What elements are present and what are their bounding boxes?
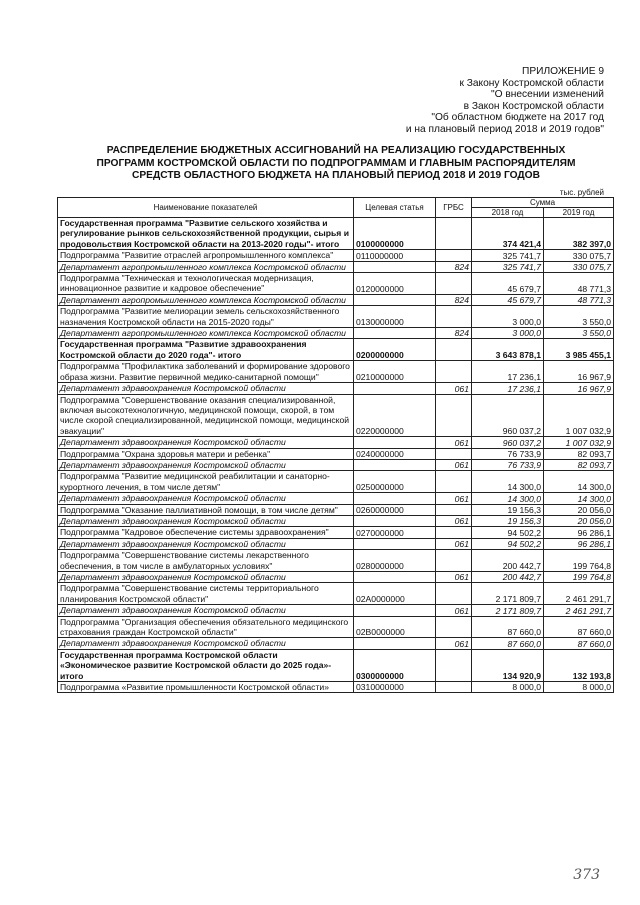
row-grbs: [436, 649, 472, 681]
row-grbs: [436, 504, 472, 515]
row-2018: 200 442,7: [472, 572, 544, 583]
row-grbs: 824: [436, 328, 472, 339]
row-2018: 960 037,2: [472, 394, 544, 437]
row-grbs: 824: [436, 261, 472, 272]
row-code: [354, 294, 436, 305]
document-title: [56, 145, 616, 183]
row-grbs: [436, 583, 472, 605]
row-2018: 374 421,4: [472, 218, 544, 250]
row-2018: 200 442,7: [472, 550, 544, 572]
row-grbs: [436, 306, 472, 328]
header-sum: Сумма: [472, 198, 614, 208]
table-row-program: [58, 649, 614, 681]
row-grbs: [436, 527, 472, 538]
row-name: Департамент агропромышленного комплекса Костромской области: [58, 294, 354, 305]
table-row-program: [58, 339, 614, 361]
row-2019: 20 056,0: [544, 515, 614, 526]
row-grbs: 061: [436, 515, 472, 526]
row-grbs: [436, 682, 472, 693]
row-2018: 2 171 809,7: [472, 605, 544, 616]
row-code: 0100000000: [354, 218, 436, 250]
row-2018: 17 236,1: [472, 383, 544, 394]
row-2019: 87 660,0: [544, 616, 614, 638]
row-code: 0210000000: [354, 361, 436, 383]
row-name: Департамент агропромышленного комплекса Костромской области: [58, 261, 354, 272]
row-name: Департамент здравоохранения Костромской области: [58, 437, 354, 448]
row-name: Подпрограмма "Развитие мелиорации земель сельскохозяйственного назначения Костромской области на 2015-2020 годы": [58, 306, 354, 328]
row-name: Подпрограмма "Профилактика заболеваний и формирование здорового образа жизни. Развитие первичной медико-санитарной помощи": [58, 361, 354, 383]
header-2019: 2019 год: [544, 208, 614, 218]
row-2019: 14 300,0: [544, 493, 614, 504]
row-name: Подпрограмма "Совершенствование оказания специализированной, включая высокотехнологичную, медицинской помощи, скорой, в том числе скорой специализированной, медицинской помощи, медицинской эвакуации": [58, 394, 354, 437]
row-code: 02В0000000: [354, 616, 436, 638]
row-code: 0270000000: [354, 527, 436, 538]
row-grbs: 061: [436, 437, 472, 448]
row-2019: 1 007 032,9: [544, 437, 614, 448]
row-code: 0250000000: [354, 471, 436, 493]
row-name: Подпрограмма "Развитие медицинской реабилитации и санаторно-курортного лечения, в том числе детям": [58, 471, 354, 493]
row-name: Государственная программа "Развитие сельского хозяйства и регулирование рынков сельскохозяйственной продукции, сырья и продовольствия Костромской области на 2013-2020 годы"- итого: [58, 218, 354, 250]
row-code: 02А0000000: [354, 583, 436, 605]
row-name: Подпрограмма «Развитие промышленности Костромской области»: [58, 682, 354, 693]
table-row-dept: [58, 538, 614, 549]
row-name: Департамент здравоохранения Костромской области: [58, 493, 354, 504]
table-row-sub: [58, 471, 614, 493]
appendix-block: [406, 66, 604, 136]
row-2018: 17 236,1: [472, 361, 544, 383]
row-grbs: [436, 273, 472, 295]
row-code: [354, 261, 436, 272]
table-row-dept: [58, 572, 614, 583]
appendix-line: ПРИЛОЖЕНИЕ 9: [522, 66, 604, 77]
row-2018: 8 000,0: [472, 682, 544, 693]
row-name: Государственная программа "Развитие здравоохранения Костромской области до 2020 года"- итого: [58, 339, 354, 361]
row-name: Подпрограмма "Организация обеспечения обязательного медицинского страхования граждан Костромской области": [58, 616, 354, 638]
row-code: 0110000000: [354, 250, 436, 261]
row-2018: 45 679,7: [472, 273, 544, 295]
table-row-sub: [58, 616, 614, 638]
row-2018: 94 502,2: [472, 538, 544, 549]
row-name: Департамент здравоохранения Костромской области: [58, 383, 354, 394]
row-2018: 14 300,0: [472, 471, 544, 493]
row-code: [354, 328, 436, 339]
row-name: Департамент здравоохранения Костромской области: [58, 515, 354, 526]
row-grbs: 061: [436, 605, 472, 616]
row-code: 0200000000: [354, 339, 436, 361]
row-code: [354, 437, 436, 448]
header-2018: 2018 год: [472, 208, 544, 218]
table-row-sub: [58, 250, 614, 261]
row-grbs: [436, 250, 472, 261]
header-code: Целевая статья: [354, 198, 436, 218]
row-code: 0220000000: [354, 394, 436, 437]
table-row-sub: [58, 273, 614, 295]
row-2019: 1 007 032,9: [544, 394, 614, 437]
row-grbs: [436, 471, 472, 493]
row-2019: 330 075,7: [544, 250, 614, 261]
table-row-sub: [58, 394, 614, 437]
row-2018: 3 643 878,1: [472, 339, 544, 361]
row-code: [354, 459, 436, 470]
row-2019: 3 550,0: [544, 328, 614, 339]
row-grbs: 061: [436, 459, 472, 470]
row-2019: 20 056,0: [544, 504, 614, 515]
table-row-dept: [58, 437, 614, 448]
row-code: [354, 638, 436, 649]
row-grbs: [436, 448, 472, 459]
row-2019: 96 286,1: [544, 538, 614, 549]
row-code: [354, 572, 436, 583]
row-2018: 94 502,2: [472, 527, 544, 538]
table-row-sub: [58, 682, 614, 693]
row-2018: 325 741,7: [472, 261, 544, 272]
row-name: Департамент здравоохранения Костромской области: [58, 538, 354, 549]
appendix-line: "О внесении изменений: [490, 89, 604, 101]
row-grbs: [436, 339, 472, 361]
row-2018: 2 171 809,7: [472, 583, 544, 605]
row-name: Подпрограмма "Кадровое обеспечение системы здравоохранения": [58, 527, 354, 538]
row-name: Департамент агропромышленного комплекса Костромской области: [58, 328, 354, 339]
row-code: [354, 605, 436, 616]
row-2019: 14 300,0: [544, 471, 614, 493]
table-row-program: [58, 218, 614, 250]
row-2019: 16 967,9: [544, 383, 614, 394]
row-code: 0280000000: [354, 550, 436, 572]
row-2019: 82 093,7: [544, 459, 614, 470]
title-line: ПРОГРАММ КОСТРОМСКОЙ ОБЛАСТИ ПО ПОДПРОГРАММАМ И ГЛАВНЫМ РАСПОРЯДИТЕЛЯМ: [96, 157, 576, 169]
table-row-dept: [58, 294, 614, 305]
title-line: СРЕДСТВ ОБЛАСТНОГО БЮДЖЕТА НА ПЛАНОВЫЙ ПЕРИОД 2018 И 2019 ГОДОВ: [132, 170, 540, 182]
table-header: [58, 198, 614, 218]
row-code: [354, 383, 436, 394]
row-2019: 3 550,0: [544, 306, 614, 328]
row-2019: 16 967,9: [544, 361, 614, 383]
header-name: Наименование показателей: [58, 198, 354, 218]
row-grbs: 061: [436, 572, 472, 583]
row-2019: 8 000,0: [544, 682, 614, 693]
row-2019: 2 461 291,7: [544, 583, 614, 605]
table-row-sub: [58, 361, 614, 383]
row-2019: 330 075,7: [544, 261, 614, 272]
row-grbs: 061: [436, 638, 472, 649]
row-2019: 82 093,7: [544, 448, 614, 459]
row-name: Подпрограмма "Оказание паллиативной помощи, в том числе детям": [58, 504, 354, 515]
row-grbs: 824: [436, 294, 472, 305]
row-2018: 76 733,9: [472, 459, 544, 470]
row-2019: 199 764,8: [544, 550, 614, 572]
row-2019: 132 193,8: [544, 649, 614, 681]
row-2019: 96 286,1: [544, 527, 614, 538]
row-2018: 325 741,7: [472, 250, 544, 261]
row-2018: 19 156,3: [472, 515, 544, 526]
table-row-sub: [58, 448, 614, 459]
table-row-dept: [58, 261, 614, 272]
row-code: [354, 515, 436, 526]
title-line: РАСПРЕДЕЛЕНИЕ БЮДЖЕТНЫХ АССИГНОВАНИЙ НА РЕАЛИЗАЦИЮ ГОСУДАРСТВЕННЫХ: [106, 145, 566, 156]
header-grbs: ГРБС: [436, 198, 472, 218]
row-2018: 3 000,0: [472, 328, 544, 339]
row-2018: 45 679,7: [472, 294, 544, 305]
row-2019: 48 771,3: [544, 273, 614, 295]
row-name: Подпрограмма "Охрана здоровья матери и ребенка": [58, 448, 354, 459]
row-name: Департамент здравоохранения Костромской области: [58, 459, 354, 470]
units-label: тыс. рублей: [559, 188, 604, 197]
row-code: [354, 493, 436, 504]
row-2019: 3 985 455,1: [544, 339, 614, 361]
row-code: 0120000000: [354, 273, 436, 295]
table-row-dept: [58, 493, 614, 504]
table-row-dept: [58, 638, 614, 649]
row-2019: 199 764,8: [544, 572, 614, 583]
table-row-dept: [58, 515, 614, 526]
row-code: [354, 538, 436, 549]
table-row-sub: [58, 550, 614, 572]
appendix-line: и на плановый период 2018 и 2019 годов": [405, 123, 604, 135]
table-body: [58, 218, 614, 693]
row-2018: 76 733,9: [472, 448, 544, 459]
row-2018: 134 920,9: [472, 649, 544, 681]
row-grbs: [436, 394, 472, 437]
table-row-sub: [58, 504, 614, 515]
row-code: 0240000000: [354, 448, 436, 459]
row-grbs: 061: [436, 383, 472, 394]
row-2019: 87 660,0: [544, 638, 614, 649]
row-grbs: 061: [436, 493, 472, 504]
table-row-dept: [58, 328, 614, 339]
row-2018: 87 660,0: [472, 638, 544, 649]
appendix-line: "Об областном бюджете на 2017 год: [431, 112, 604, 124]
row-grbs: 061: [436, 538, 472, 549]
row-grbs: [436, 616, 472, 638]
row-2018: 14 300,0: [472, 493, 544, 504]
row-grbs: [436, 550, 472, 572]
row-code: 0310000000: [354, 682, 436, 693]
appendix-line: в Закон Костромской области: [463, 100, 604, 112]
table-row-sub: [58, 583, 614, 605]
table-row-sub: [58, 306, 614, 328]
row-name: Государственная программа Костромской области «Экономическое развитие Костромской области до 2025 года»- итого: [58, 649, 354, 681]
table-row-dept: [58, 459, 614, 470]
row-name: Подпрограмма "Совершенствование системы лекарственного обеспечения, в том числе в амбулаторных условиях": [58, 550, 354, 572]
handwritten-page-number: 373: [573, 867, 600, 883]
row-code: 0260000000: [354, 504, 436, 515]
row-grbs: [436, 218, 472, 250]
budget-table: [57, 197, 614, 693]
row-name: Департамент здравоохранения Костромской области: [58, 572, 354, 583]
row-name: Подпрограмма "Совершенствование системы территориального планирования Костромской области": [58, 583, 354, 605]
row-2018: 960 037,2: [472, 437, 544, 448]
row-2018: 87 660,0: [472, 616, 544, 638]
row-2018: 19 156,3: [472, 504, 544, 515]
row-name: Подпрограмма "Развитие отраслей агропромышленного комплекса": [58, 250, 354, 261]
row-code: 0300000000: [354, 649, 436, 681]
row-2019: 2 461 291,7: [544, 605, 614, 616]
row-2019: 382 397,0: [544, 218, 614, 250]
table-row-dept: [58, 605, 614, 616]
row-2018: 3 000,0: [472, 306, 544, 328]
row-code: 0130000000: [354, 306, 436, 328]
row-grbs: [436, 361, 472, 383]
appendix-line: к Закону Костромской области: [459, 77, 604, 89]
row-name: Департамент здравоохранения Костромской области: [58, 638, 354, 649]
row-name: Департамент здравоохранения Костромской области: [58, 605, 354, 616]
table-row-sub: [58, 527, 614, 538]
row-2019: 48 771,3: [544, 294, 614, 305]
table-row-dept: [58, 383, 614, 394]
row-name: Подпрограмма "Техническая и технологическая модернизация, инновационное развитие и кадровое обеспечение": [58, 273, 354, 295]
